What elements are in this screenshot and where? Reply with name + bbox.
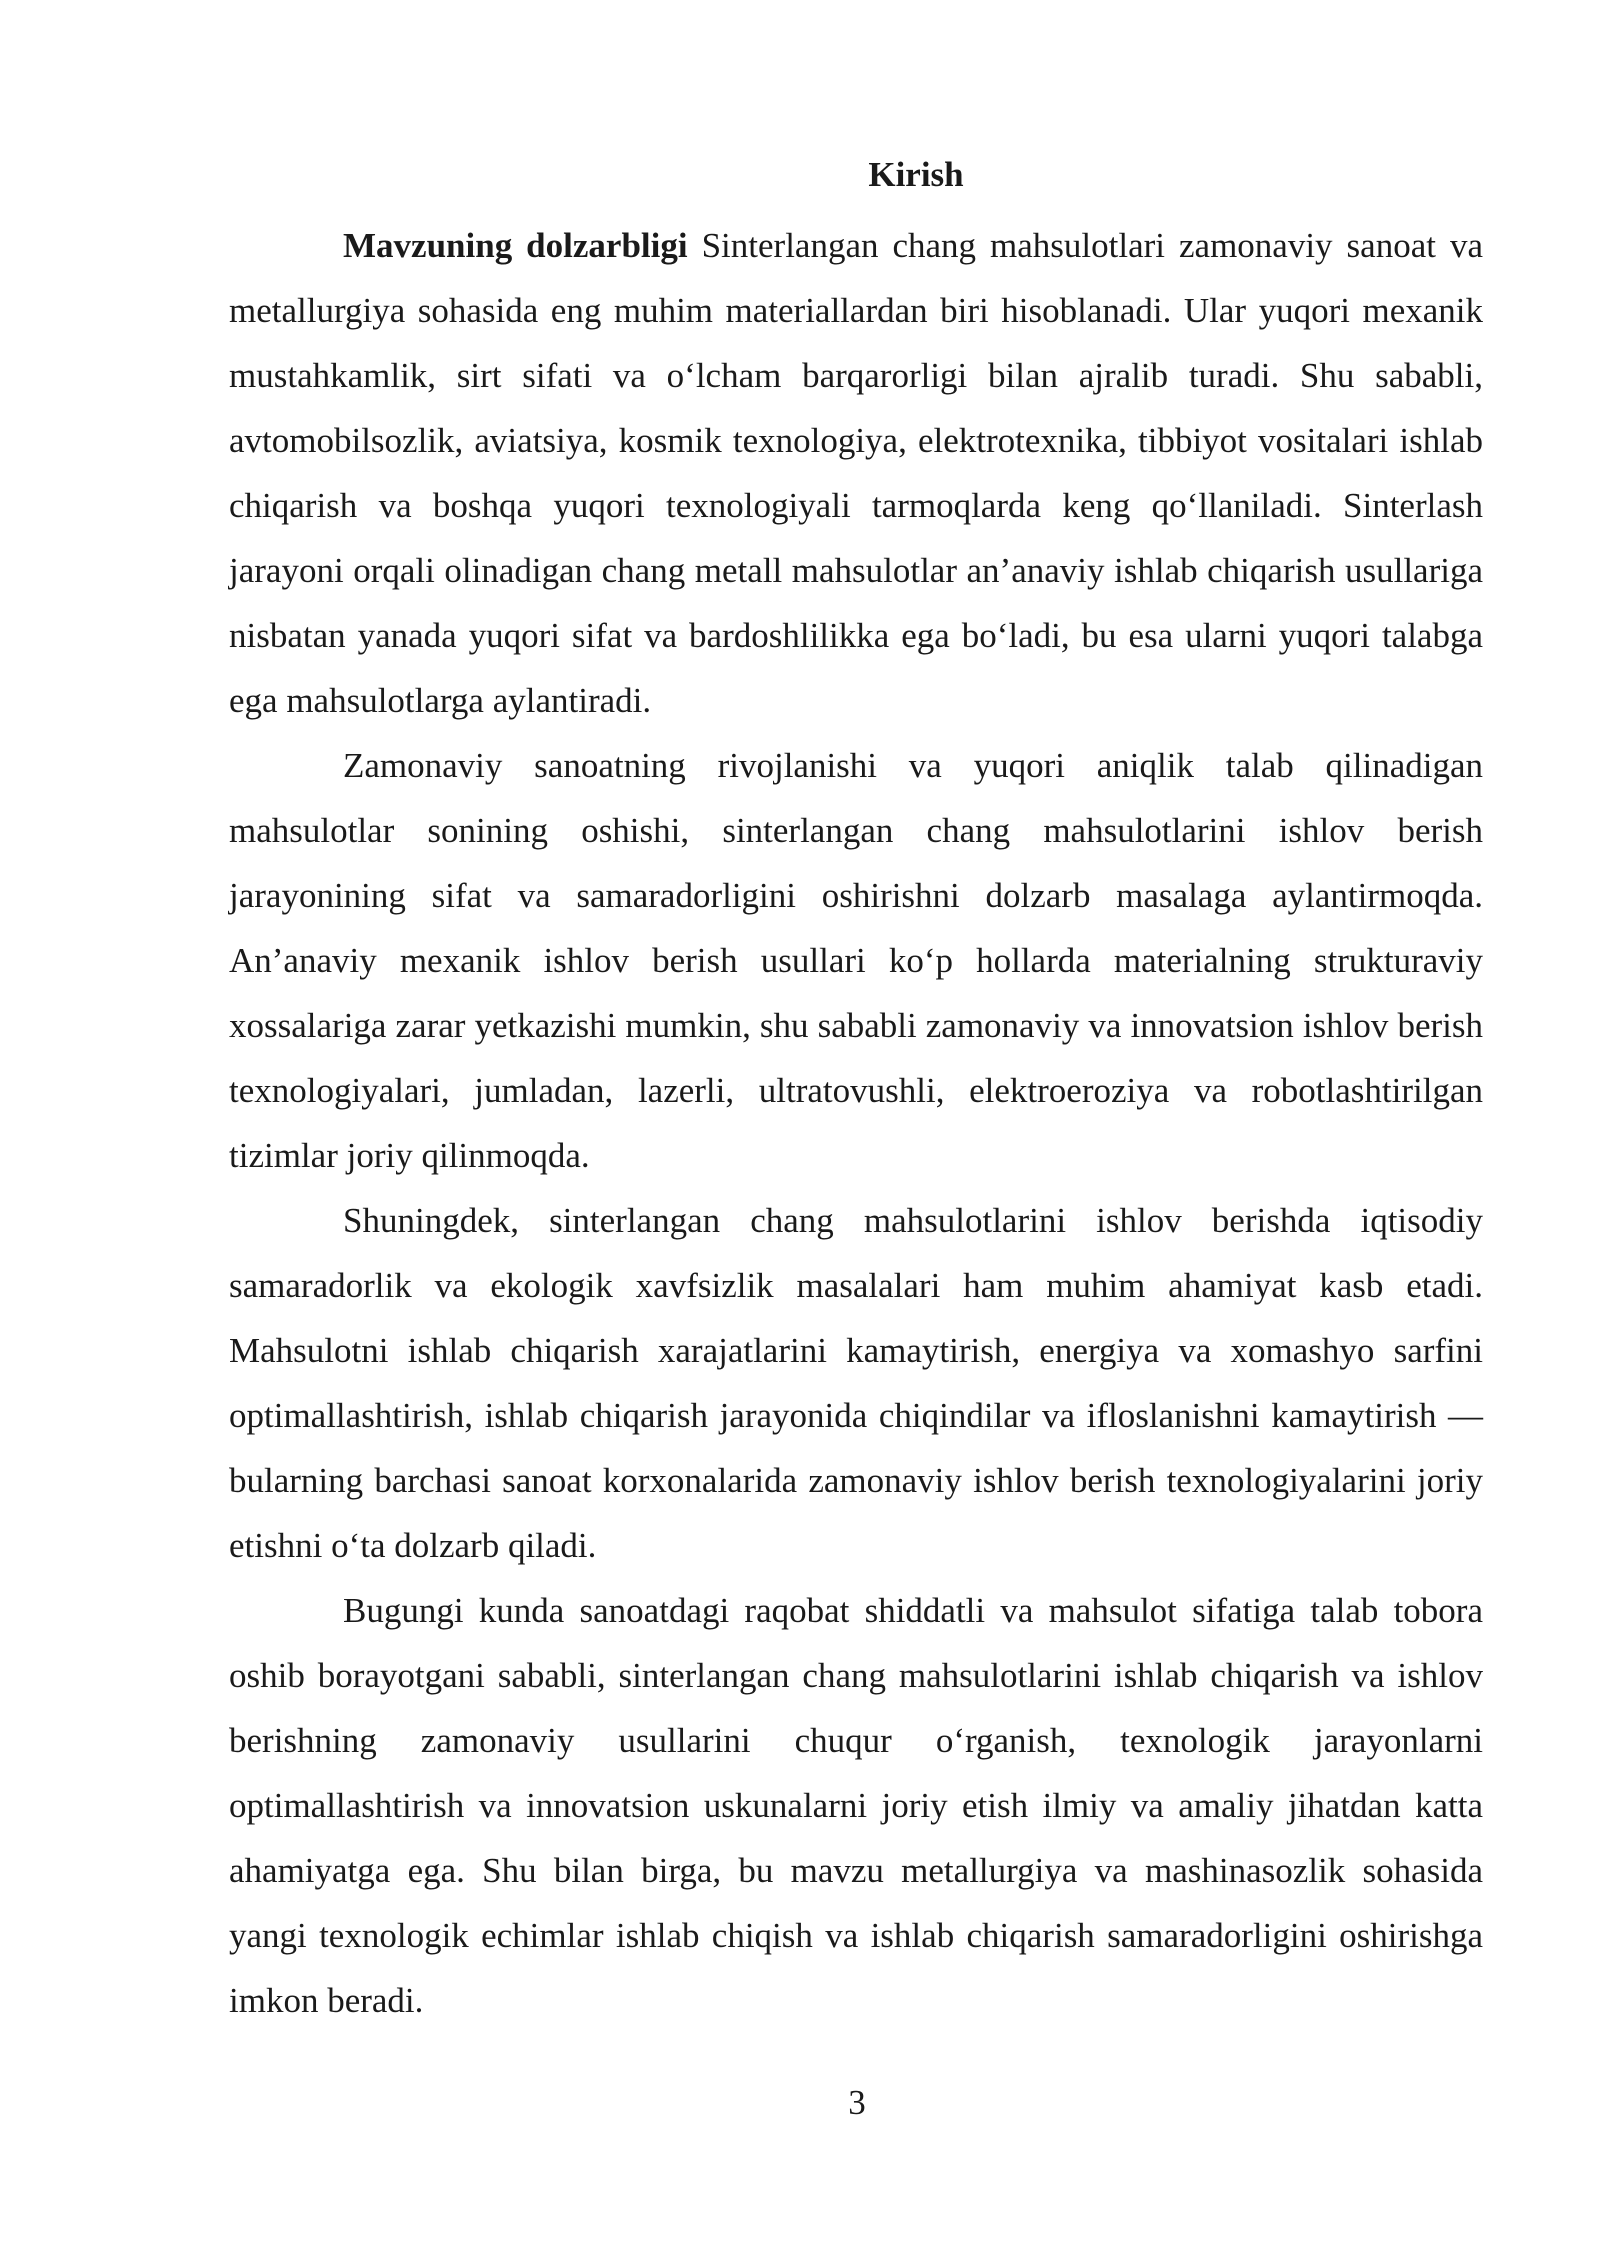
section-heading: Kirish: [868, 155, 964, 194]
paragraph-text: Sinterlangan chang mahsulotlari zamonaviy sanoat va metallurgiya sohasida eng muhim materiallardan biri hisoblanadi. Ular yuqori mexanik mustahkamlik, sirt sifati va o‘lcham barqarorligi bilan ajralib turadi. Shu sababli, avtomobilsozlik, aviatsiya, kosmik texnologiya, elektrotexnika, tibbiyot vositalari ishlab chiqarish va boshqa yuqori texnologiyali tarmoqlarda keng qo‘llaniladi. Sinterlash jarayoni orqali olinadigan chang metall mahsulotlar an’anaviy ishlab chiqarish usullariga nisbatan yanada yuqori sifat va bardoshlilikka ega bo‘ladi, bu esa ularni yuqori talabga ega mahsulotlarga aylantiradi.: [229, 226, 1484, 720]
paragraph-relevance: [229, 213, 1483, 733]
paragraph-lead: Mavzuning dolzarbligi: [343, 226, 688, 265]
paragraph-industry-development: Zamonaviy sanoatning rivojlanishi va yuqori aniqlik talab qilinadigan mahsulotlar sonining oshishi, sinterlangan chang mahsulotlarini ishlov berish jarayonining sifat va samaradorligini oshirishni dolzarb masalaga aylantirmoqda. An’anaviy mexanik ishlov berish usullari ko‘p hollarda materialning strukturaviy xossalariga zarar yetkazishi mumkin, shu sababli zamonaviy va innovatsion ishlov berish texnologiyalari, jumladan, lazerli, ultratovushli, elektroeroziya va robotlashtirilgan tizimlar joriy qilinmoqda.: [229, 746, 1483, 1175]
document-page: [229, 148, 1483, 2033]
paragraph-competition: Bugungi kunda sanoatdagi raqobat shiddatli va mahsulot sifatiga talab tobora oshib borayotgani sababli, sinterlangan chang mahsulotlarini ishlab chiqarish va ishlov berishning zamonaviy usullarini chuqur o‘rganish, texnologik jarayonlarni optimallashtirish va innovatsion uskunalarni joriy etish ilmiy va amaliy jihatdan katta ahamiyatga ega. Shu bilan birga, bu mavzu metallurgiya va mashinasozlik sohasida yangi texnologik echimlar ishlab chiqish va ishlab chiqarish samaradorligini oshirishga imkon beradi.: [229, 1591, 1483, 2020]
page-number: 3: [848, 2083, 866, 2122]
paragraph-economic-efficiency: Shuningdek, sinterlangan chang mahsulotlarini ishlov berishda iqtisodiy samaradorlik va ekologik xavfsizlik masalalari ham muhim ahamiyat kasb etadi. Mahsulotni ishlab chiqarish xarajatlarini kamaytirish, energiya va xomashyo sarfini optimallashtirish, ishlab chiqarish jarayonida chiqindilar va ifloslanishni kamaytirish — bularning barchasi sanoat korxonalarida zamonaviy ishlov berish texnologiyalarini joriy etishni o‘ta dolzarb qiladi.: [229, 1201, 1483, 1565]
